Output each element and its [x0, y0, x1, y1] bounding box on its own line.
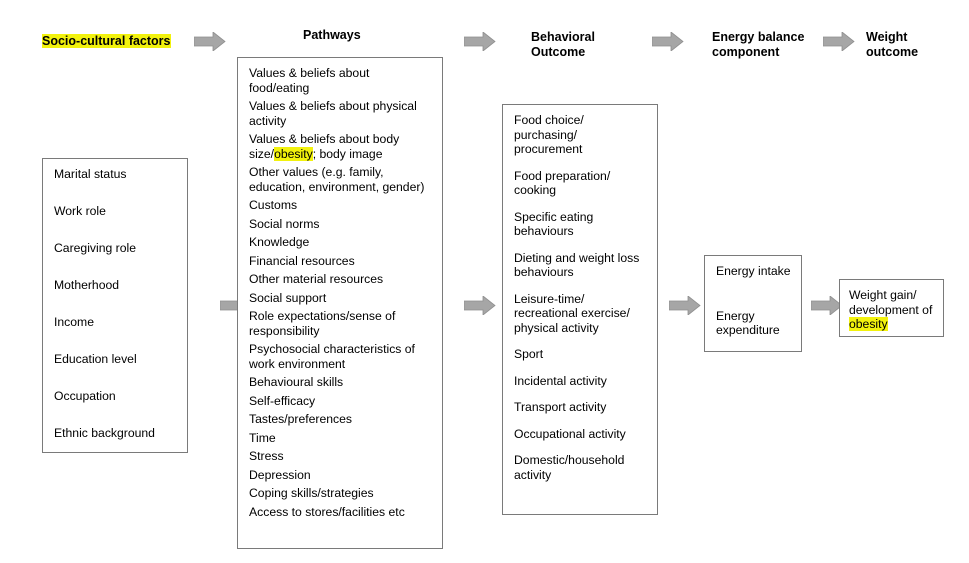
list-item: Energy expenditure: [716, 308, 780, 337]
list-item: Energy intake: [716, 264, 791, 278]
right-arrow-icon-header-1: [194, 32, 226, 51]
list-item: Social norms: [249, 216, 320, 231]
list-item: Work role: [54, 204, 106, 218]
header-behavioral-line2: Outcome: [531, 45, 586, 59]
list-item: Financial resources: [249, 253, 355, 268]
right-arrow-icon-header-4: [823, 32, 855, 51]
list-item: Leisure-time/ recreational exercise/ physical activity: [514, 291, 630, 335]
header-pathways: [303, 28, 361, 43]
header-pathways-label: Pathways: [303, 28, 361, 42]
list-item: Incidental activity: [514, 373, 607, 388]
right-arrow-icon-header-3: [652, 32, 684, 51]
energy-balance-list: [705, 256, 801, 346]
pathways-item3-highlight: obesity: [274, 146, 313, 161]
list-item: Other material resources: [249, 272, 384, 286]
header-weight-line1: Weight: [866, 30, 908, 44]
list-item: Specific eating behaviours: [514, 209, 594, 238]
list-item: Transport activity: [514, 400, 607, 414]
list-item: Customs: [249, 198, 298, 212]
list-item: Caregiving role: [54, 241, 136, 255]
energy-balance-box: [704, 255, 802, 352]
right-arrow-icon-header-2: [464, 32, 496, 51]
header-behavioral-outcome: [531, 30, 595, 60]
pathways-list: [238, 58, 442, 527]
weight-outcome-content: [840, 280, 943, 340]
right-arrow-icon-flow-2: [464, 296, 496, 315]
list-item: Other values (e.g. family, education, environment, gender): [249, 165, 425, 194]
header-weight-line2: outcome: [866, 45, 919, 59]
list-item: Marital status: [54, 167, 127, 181]
behavioral-outcome-box: [502, 104, 658, 515]
list-item-obesity: [249, 132, 433, 161]
list-item: Coping skills/strategies: [249, 486, 374, 500]
list-item: Stress: [249, 449, 284, 463]
list-item: Depression: [249, 467, 311, 482]
list-item: Dieting and weight loss behaviours: [514, 250, 640, 279]
list-item: Tastes/preferences: [249, 412, 352, 426]
pathways-item3-post: ; body image: [312, 146, 383, 161]
header-socio-cultural-label: Socio-cultural factors: [42, 34, 171, 48]
weight-outcome-highlight: obesity: [849, 317, 888, 331]
list-item: Motherhood: [54, 278, 120, 292]
list-item: Self-efficacy: [249, 393, 316, 408]
list-item: Role expectations/sense of responsibility: [249, 309, 396, 338]
list-item: Behavioural skills: [249, 375, 344, 389]
list-item: Time: [249, 430, 276, 445]
list-item: Ethnic background: [54, 426, 155, 440]
pathways-item3-pre: Values & beliefs about body size/: [249, 132, 400, 161]
list-item: Sport: [514, 347, 544, 361]
list-item: Occupation: [54, 389, 116, 403]
header-energy-line2: component: [712, 45, 780, 59]
header-energy-line1: Energy balance: [712, 30, 805, 44]
list-item: Domestic/household activity: [514, 453, 625, 482]
list-item: Income: [54, 315, 94, 329]
header-energy-balance: [712, 30, 804, 60]
page-title-socio-cultural: [42, 34, 171, 49]
socio-cultural-factors-box: [42, 158, 188, 453]
list-item: Food preparation/ cooking: [514, 168, 611, 197]
list-item: Values & beliefs about food/eating: [249, 66, 370, 95]
list-item: Food choice/ purchasing/ procurement: [514, 113, 584, 156]
weight-outcome-box: [839, 279, 944, 337]
list-item: Psychosocial characteristics of work environment: [249, 342, 415, 371]
list-item: Social support: [249, 290, 327, 305]
list-item: Occupational activity: [514, 426, 626, 441]
list-item: Access to stores/facilities etc: [249, 504, 405, 519]
list-item: Knowledge: [249, 235, 310, 249]
behavioral-outcome-list: [503, 105, 657, 490]
list-item: Values & beliefs about physical activity: [249, 99, 417, 128]
pathways-box: [237, 57, 443, 549]
list-item-weight-gain: [849, 288, 936, 332]
header-weight-outcome: [866, 30, 918, 60]
list-item: Education level: [54, 352, 137, 366]
weight-outcome-pre: Weight gain/ development of: [849, 288, 933, 317]
socio-cultural-list: [43, 159, 187, 449]
right-arrow-icon-flow-3: [669, 296, 701, 315]
header-behavioral-line1: Behavioral: [531, 30, 595, 44]
